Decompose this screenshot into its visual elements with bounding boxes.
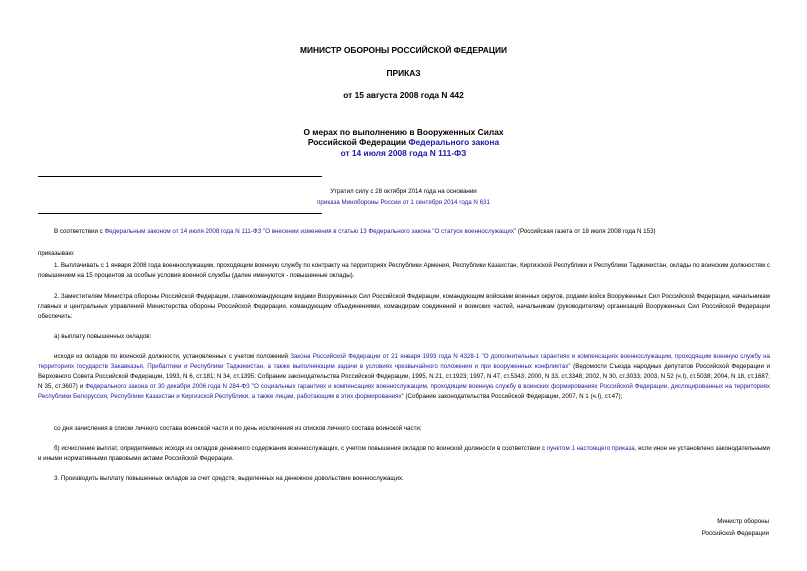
repeal-order-link[interactable]: приказа Минобороны России от 1 сентября 2014 года N 631 xyxy=(317,199,490,206)
doc-title-line1: О мерах по выполнению в Вооруженных Силах xyxy=(303,127,504,137)
doc-title-text: Российской Федерации xyxy=(307,137,409,147)
paragraph-item-2a-period: со дня зачисления в списки личного состава воинской части и по день исключения из списков личного состава воинской части; xyxy=(54,425,422,432)
basis-text: исходя из окладов по воинской должности, установленных с учетом положений xyxy=(54,353,291,360)
preamble-source: (Российская газета от 18 июля 2008 года N 153) xyxy=(516,228,656,235)
paragraph-item-2a: а) выплату повышенных окладов: xyxy=(54,333,152,340)
basis-source: (Ведомости Съезда народных депутатов Российской Федерации и Верховного Совета Российской Федерации, 1993, N 6, ст.181; N 34, ст.1395; Собрание законодательства Российской Федерации, 1995, N 21, ст.1923; 1997, N 47, ст.5343; 2000, N 33, ст.3348; 2002, N 30, ст.3033; 2003, N 52 (ч.I), ст.5038; 2004, N 18, ст.1687; N 35, ст.3607) и xyxy=(38,363,770,390)
federal-law-link[interactable]: Федерального закона xyxy=(408,137,500,147)
basis-source-2: (Собрание законодательства Российской Федерации, 2007, N 1 (ч.I), ст.47); xyxy=(403,393,623,400)
ministry-heading: МИНИСТР ОБОРОНЫ РОССИЙСКОЙ ФЕДЕРАЦИИ xyxy=(299,45,508,55)
paragraph-item-2: 2. Заместителям Министра обороны Российской Федерации, главнокомандующим видами Вооруженных Сил Российской Федерации, командующим войсками военных округов, родами войск Вооруженных Сил Российской Федерации, начальникам главных и центральных управлений Министерства обороны Российской Федерации, командующим объединениями, командирам соединений и воинских частей, начальникам (руководителям) организаций Вооруженных Сил Российской Федерации обеспечить: xyxy=(38,293,770,320)
item-1-link[interactable]: пунктом 1 настоящего приказа xyxy=(546,445,635,452)
date-number-heading: от 15 августа 2008 года N 442 xyxy=(343,90,464,100)
doc-title-line2 xyxy=(0,137,807,147)
law-111-fz-link[interactable]: Федеральным законом от 14 июля 2008 года N 111-ФЗ "О внесении изменения в статью 13 Федерального закона "О статусе военнослужащих" xyxy=(104,228,517,235)
divider-top xyxy=(38,176,322,177)
item-2b-text: б) исчисление выплат, определяемых исходя из окладов денежного содержания военнослужащих, с учетом повышения окладов по воинской должности в соответствии с xyxy=(54,445,547,452)
paragraph-item-2a-basis xyxy=(38,352,770,402)
signature-line2: Российской Федерации xyxy=(701,530,769,537)
doc-title-line3 xyxy=(0,148,807,158)
divider-bottom xyxy=(38,213,322,214)
paragraph-item-3: 3. Производить выплату повышенных окладов за счет средств, выделенных на денежное довольствие военнослужащих. xyxy=(54,475,404,482)
repeal-note-line2 xyxy=(0,197,807,208)
item-2b-tail: , если иное не установлено законодательными и иными нормативными правовыми актами Российской Федерации. xyxy=(38,445,770,462)
paragraph-item-1: 1. Выплачивать с 1 января 2008 года военнослужащим, проходящим военную службу по контракту на территориях Республики Армения, Республики Казахстан, Киргизской Республики и Республики Таджикистан, оклады по воинским должностям с повышением на 15 процентов за особые условия военной службы (далее именуются - повышенные оклады). xyxy=(38,262,770,279)
law-284-fz-link[interactable]: Федерального закона от 30 декабря 2006 года N 284-ФЗ "О социальных гарантиях и компенсациях военнослужащим, проходящим военную службу в воинских формированиях Российской Федерации, дислоцированных на территориях Республики Белоруссия, Республики Казахстан и Киргизской Республики, а также лицам, работающим в этих формированиях" xyxy=(38,383,770,400)
doc-type-heading: ПРИКАЗ xyxy=(386,68,421,78)
paragraph-preamble xyxy=(38,227,770,237)
federal-law-date-link[interactable]: от 14 июля 2008 года N 111-ФЗ xyxy=(340,148,467,158)
paragraph-order-word: приказываю: xyxy=(38,250,75,257)
repeal-note-line1: Утратил силу с 28 октября 2014 года на основании xyxy=(330,188,477,195)
preamble-text: В соответствии с xyxy=(54,228,105,235)
signature-line1: Министр обороны xyxy=(717,518,769,525)
law-4328-1-link[interactable]: Закона Российской Федерации от 21 января 1993 года N 4328-1 "О дополнительных гарантиях и компенсациях военнослужащим, проходящим военную службу на территориях государств Закавказья, Прибалтики и Республики Таджикистан, а также выполняющим задачи в условиях чрезвычайного положения и при вооруженных конфликтах" xyxy=(38,353,770,370)
paragraph-item-2b xyxy=(38,444,770,464)
